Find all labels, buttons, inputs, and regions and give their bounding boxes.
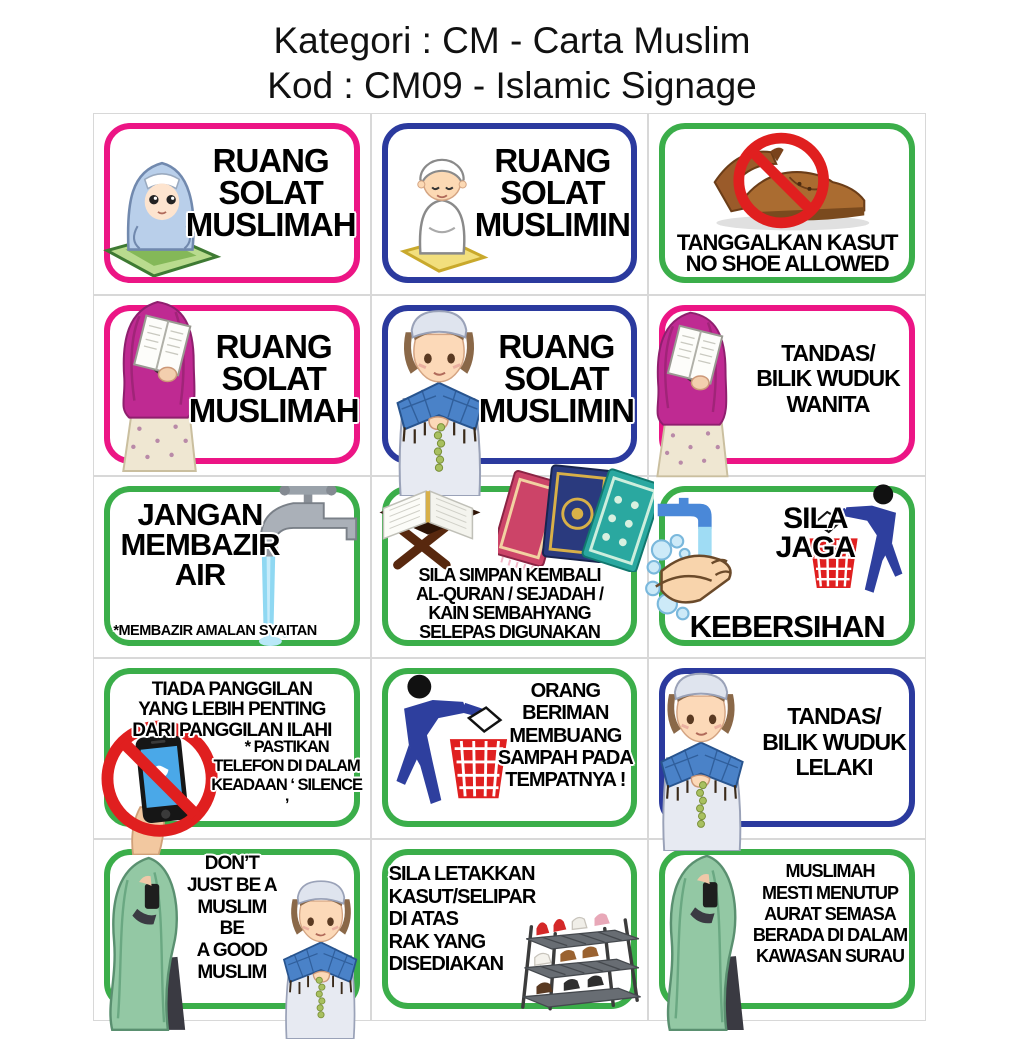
sign-text xyxy=(188,327,359,429)
sign-line: TEMPATNYA ! xyxy=(505,769,626,792)
sign-text xyxy=(389,863,559,975)
sign-text xyxy=(107,497,293,593)
sign-line: SOLAT xyxy=(504,359,609,397)
sign-line: RUANG xyxy=(494,142,611,179)
sign-line: MUSLIM xyxy=(197,896,267,918)
sign-line: MESTI MENUTUP xyxy=(761,882,898,903)
sign-line: KASUT/SELIPAR xyxy=(388,885,536,908)
grid-cell-r3c3 xyxy=(648,476,926,658)
grid-cell-r4c2 xyxy=(371,658,649,840)
sign-text xyxy=(750,704,918,781)
sign-line: RAK YANG xyxy=(388,930,486,953)
signage-grid xyxy=(93,113,926,1021)
sign-line: TANDAS/ xyxy=(781,339,875,366)
sign-line: MEMBUANG xyxy=(509,724,622,747)
sign-line: DON’T xyxy=(204,853,259,875)
sign-line: AIR xyxy=(174,557,226,593)
prayer-mats-icon xyxy=(498,464,654,572)
sign-text xyxy=(740,861,920,967)
sign-line: ORANG xyxy=(530,679,601,702)
grid-cell-r3c1 xyxy=(93,476,371,658)
sign-line: BERADA DI DALAM xyxy=(752,925,908,946)
sign-line: DISEDIAKAN xyxy=(388,952,504,975)
grid-cell-r4c3 xyxy=(648,658,926,840)
no-shoes-icon xyxy=(676,129,898,237)
sign-line: AL-QURAN / SEJADAH / xyxy=(415,584,603,605)
woman-reading-quran-icon xyxy=(634,308,746,480)
sign-line: TANGGALKAN KASUT xyxy=(676,229,898,255)
sign-line: MUSLIMAH xyxy=(185,206,356,243)
sign-line: KEADAAN ‘ SILENCE ’ xyxy=(211,776,363,814)
sign-text xyxy=(490,680,640,792)
grid-cell-r1c2 xyxy=(371,113,649,295)
sign-line: SAMPAH PADA xyxy=(497,746,633,769)
sign-text xyxy=(660,229,914,277)
code-title: Kod : CM09 - Islamic Signage xyxy=(267,65,757,107)
sign-line: RUANG xyxy=(215,327,332,365)
sign-text xyxy=(379,566,641,642)
grid-cell-r5c2 xyxy=(371,839,649,1021)
grid-cell-r5c3 xyxy=(648,839,926,1021)
sign-text xyxy=(760,502,870,565)
sign-line: TELEFON DI DALAM xyxy=(213,756,360,775)
sign-footnote: *MEMBAZIR AMALAN SYAITAN xyxy=(113,622,317,639)
sign-line: RUANG xyxy=(498,327,615,365)
sign-line: SILA LETAKKAN xyxy=(388,863,535,886)
sign-line: A GOOD xyxy=(196,940,267,962)
quran-on-stand-icon xyxy=(367,476,499,572)
sign-line: KAWASAN SURAU xyxy=(755,946,904,967)
sign-text xyxy=(165,853,299,983)
grid-cell-r2c3 xyxy=(648,295,926,477)
handwashing-icon xyxy=(644,496,760,626)
sign-text xyxy=(466,142,638,243)
sign-line: BILIK WUDUK xyxy=(756,365,900,392)
sign-text xyxy=(103,680,361,742)
sign-line: MEMBAZIR xyxy=(120,527,280,563)
grid-cell-r4c1 xyxy=(93,658,371,840)
hijab-woman-icon xyxy=(650,851,748,1031)
sign-line: WANITA xyxy=(786,391,870,418)
grid-cell-r1c1 xyxy=(93,113,371,295)
sign-line: SOLAT xyxy=(218,174,323,211)
page-header xyxy=(0,18,1024,108)
sign-text xyxy=(472,327,640,429)
grid-cell-r2c2 xyxy=(371,295,649,477)
grid-cell-r2c1 xyxy=(93,295,371,477)
sign-line: MUSLIM xyxy=(197,961,267,983)
sign-line: LELAKI xyxy=(795,754,873,781)
sign-line: JAGA xyxy=(775,531,855,565)
sign-text xyxy=(185,142,357,243)
sign-line: TIADA PANGGILAN xyxy=(151,678,312,700)
sign-line: SELEPAS DIGUNAKAN xyxy=(419,621,600,642)
sign-line: BERIMAN xyxy=(522,702,609,725)
muslim-man-icon xyxy=(638,667,764,851)
sign-line: SOLAT xyxy=(221,359,326,397)
sign-line: JANGAN xyxy=(137,497,263,533)
category-title: Kategori : CM - Carta Muslim xyxy=(273,20,751,61)
grid-cell-r3c2 xyxy=(371,476,649,658)
sign-text xyxy=(742,341,914,418)
grid-cell-r5c1 xyxy=(93,839,371,1021)
sign-line: * PASTIKAN xyxy=(244,737,329,756)
sign-line: NO SHOE ALLOWED xyxy=(685,251,889,277)
sign-line: MUSLIMIN xyxy=(478,391,634,429)
sign-line: AURAT SEMASA xyxy=(764,903,896,924)
sign-line: JUST BE A xyxy=(187,875,277,897)
sign-line: SOLAT xyxy=(500,174,605,211)
grid-cell-r1c3 xyxy=(648,113,926,295)
sign-line: SILA xyxy=(783,502,848,536)
sign-line: MUSLIMAH xyxy=(785,861,875,882)
sign-line: MUSLIMAH xyxy=(188,391,359,429)
sign-line: RUANG xyxy=(212,142,329,179)
sign-line: KAIN SEMBAHYANG xyxy=(428,603,591,624)
sign-line: BE xyxy=(219,918,245,940)
sign-line: BILIK WUDUK xyxy=(762,728,906,755)
sign-line: YANG LEBIH PENTING xyxy=(138,699,326,721)
sign-line: DI ATAS xyxy=(388,908,458,931)
sign-line: SILA SIMPAN KEMBALI xyxy=(418,565,601,586)
sign-line: TANDAS/ xyxy=(787,702,881,729)
sign-line: KEBERSIHAN xyxy=(689,608,885,644)
sign-line: MUSLIMIN xyxy=(474,206,630,243)
sign-line: DARI PANGGILAN ILAHI xyxy=(132,719,332,741)
sign-subtext xyxy=(211,738,363,816)
